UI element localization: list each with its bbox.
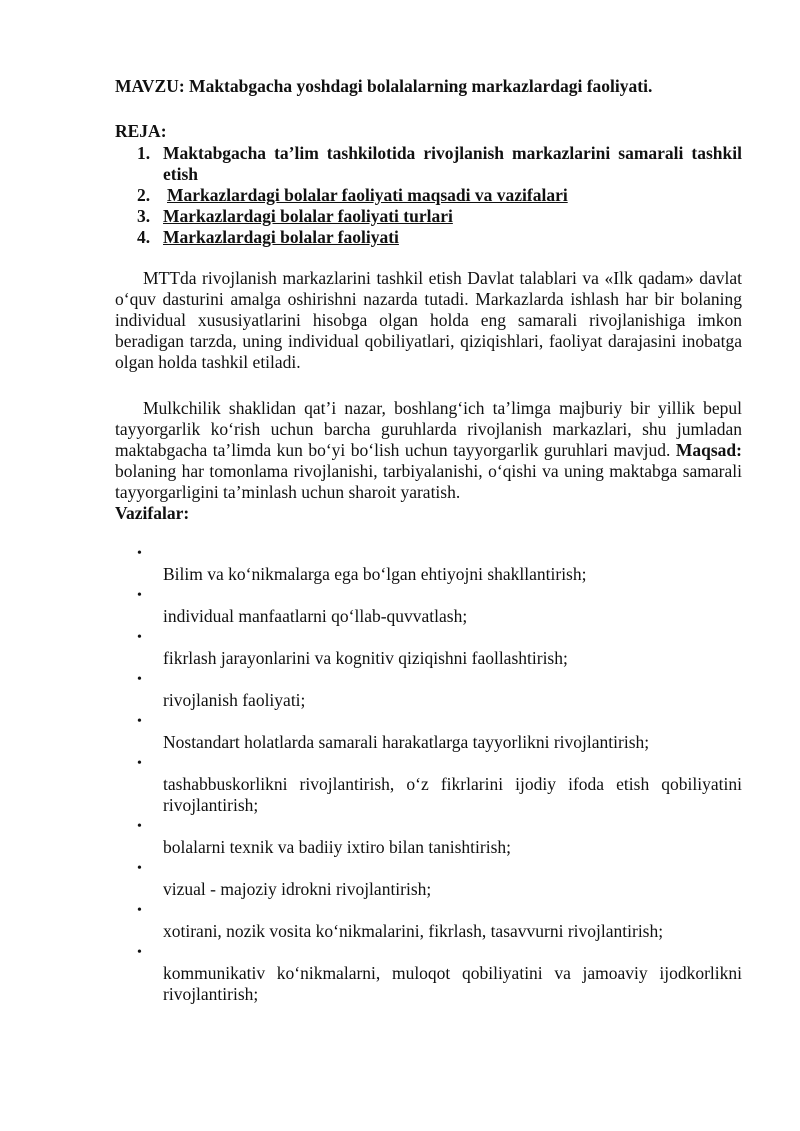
task-text: individual manfaatlarni qo‘llab-quvvatlash; (163, 606, 468, 626)
plan-item-number: 4. (137, 227, 151, 247)
document-title: MAVZU: Maktabgacha yoshdagi bolalalarning markazlardagi faoliyati. (115, 76, 653, 96)
task-item (115, 627, 742, 669)
bullet-icon: • (137, 903, 142, 918)
plan-item (115, 206, 742, 227)
task-item (115, 753, 742, 816)
intro-paragraph: MTTda rivojlanish markazlarini tashkil etish Davlat talablari va «Ilk qadam» davlat o‘quv dasturini amalga oshirishni nazarda tutadi. Markazlarda ishlash har bir bolaning individual xususiyatlarini hisobga olgan holda eng samarali rivojlanishiga imkon beradigan tarzda, uning individual qobiliyatlari, qiziqishlari, faoliyat darajasini inobatga olgan holda tashkil etiladi. (115, 268, 742, 372)
goal-paragraph (115, 398, 742, 524)
bullet-icon: • (137, 756, 142, 771)
task-item (115, 900, 742, 942)
task-item (115, 585, 742, 627)
plan-list (115, 143, 742, 248)
task-text: bolalarni texnik va badiiy ixtiro bilan tanishtirish; (163, 837, 511, 857)
task-item (115, 711, 742, 753)
task-text: vizual - majoziy idrokni rivojlantirish; (163, 879, 432, 899)
task-text: Bilim va ko‘nikmalarga ega bo‘lgan ehtiyojni shakllantirish; (163, 564, 587, 584)
plan-item (115, 143, 742, 185)
tasks-label: Vazifalar: (115, 503, 190, 523)
task-item (115, 942, 742, 1005)
bullet-icon: • (137, 861, 142, 876)
plan-item-text: Markazlardagi bolalar faoliyati maqsadi va vazifalari (167, 185, 568, 205)
plan-item-number: 2. (137, 185, 151, 205)
plan-item (115, 185, 742, 206)
task-text: kommunikativ ko‘nikmalarni, muloqot qobiliyatini va jamoaviy ijodkorlikni rivojlantirish; (163, 963, 742, 1004)
task-text: rivojlanish faoliyati; (163, 690, 306, 710)
plan-label: REJA: (115, 121, 167, 141)
plan-item-text: Markazlardagi bolalar faoliyati turlari (163, 206, 453, 226)
bullet-icon: • (137, 819, 142, 834)
task-text: fikrlash jarayonlarini va kognitiv qiziqishni faollashtirish; (163, 648, 568, 668)
tasks-list (115, 543, 742, 1005)
bullet-icon: • (137, 546, 142, 561)
bullet-icon: • (137, 714, 142, 729)
bullet-icon: • (137, 588, 142, 603)
plan-item-text: Maktabgacha ta’lim tashkilotida rivojlanish markazlarini samarali tashkil etish (163, 143, 742, 184)
plan-item-number: 3. (137, 206, 151, 226)
bullet-icon: • (137, 672, 142, 687)
task-item (115, 669, 742, 711)
plan-item-number: 1. (137, 143, 151, 163)
goal-paragraph-text: Mulkchilik shaklidan qat’i nazar, boshlang‘ich ta’limga majburiy bir yillik bepul tayyorgarlik ko‘rish uchun barcha guruhlarda rivojlanish markazlari, shu jumladan maktabgacha ta’limda kun bo‘yi bo‘lish uchun tayyorgarlik guruhlari mavjud. (115, 398, 742, 460)
goal-text: bolaning har tomonlama rivojlanishi, tarbiyalanishi, o‘qishi va uning maktabga samarali tayyorgarligini ta’minlash uchun sharoit yaratish. (115, 461, 742, 502)
task-item (115, 858, 742, 900)
bullet-icon: • (137, 630, 142, 645)
task-text: Nostandart holatlarda samarali harakatlarga tayyorlikni rivojlantirish; (163, 732, 650, 752)
plan-item (115, 227, 742, 248)
task-item (115, 543, 742, 585)
task-text: xotirani, nozik vosita ko‘nikmalarini, fikrlash, tasavvurni rivojlantirish; (163, 921, 664, 941)
task-item (115, 816, 742, 858)
bullet-icon: • (137, 945, 142, 960)
goal-label: Maqsad: (675, 440, 742, 460)
plan-item-text: Markazlardagi bolalar faoliyati (163, 227, 399, 247)
task-text: tashabbuskorlikni rivojlantirish, o‘z fikrlarini ijodiy ifoda etish qobiliyatini rivojlantirish; (163, 774, 742, 815)
